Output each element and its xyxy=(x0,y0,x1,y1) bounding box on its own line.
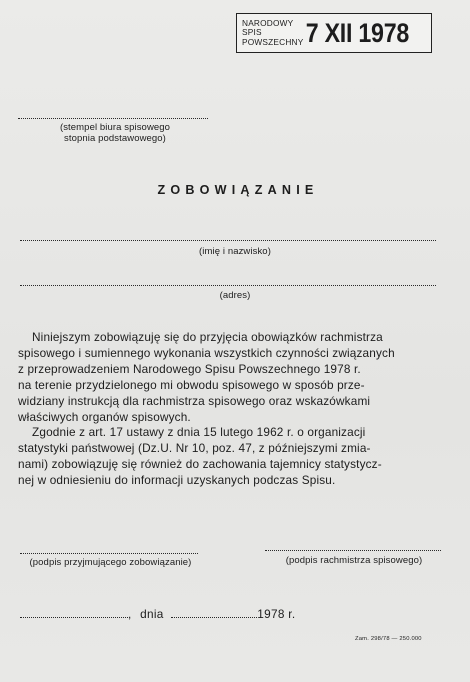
name-field-label: (imię i nazwisko) xyxy=(199,246,271,257)
address-dotted-line xyxy=(20,285,436,286)
signature-left-label: (podpis przyjmującego zobowiązanie) xyxy=(29,557,192,568)
stamp-label-line-1: (stempel biura spisowego xyxy=(59,122,171,133)
stamp-dotted-line xyxy=(18,118,208,119)
paragraph-1-line-2: spisowego i sumiennego wykonania wszystkich czynności związanych xyxy=(18,345,395,360)
date-dotted-field xyxy=(171,608,257,618)
paragraph-confidentiality xyxy=(18,425,442,489)
census-line-2: SPIS xyxy=(242,27,262,38)
print-order-note: Zam. 298/78 — 250.000 xyxy=(355,636,422,642)
paragraph-1-line-1: Niniejszym zobowiązuję się do przyjęcia obowiązków rachmistrza xyxy=(32,330,383,344)
paragraph-2-line-4: nej w odniesieniu do informacji uzyskanych podczas Spisu. xyxy=(18,473,336,488)
paragraph-1-line-4: na terenie przydzielonego mi obwodu spisowego w sposób prze- xyxy=(18,377,365,392)
paragraph-2-line-1: Zgodnie z art. 17 ustawy z dnia 15 lutego 1962 r. o organizacji xyxy=(32,425,366,440)
stamp-label xyxy=(40,122,190,144)
paragraph-2-line-2: statystyki państwowej (Dz.U. Nr 10, poz. 47, z późniejszymi zmia- xyxy=(18,441,371,456)
document-title: ZOBOWIĄZANIE xyxy=(157,183,319,197)
census-header-box xyxy=(236,13,432,53)
place-dotted-field xyxy=(20,608,128,618)
date-year-suffix: 1978 r. xyxy=(257,607,296,621)
paragraph-2-line-3: nami) zobowiązuję się również do zachowania tajemnicy statystycz- xyxy=(18,457,382,472)
paragraph-obligations xyxy=(18,330,442,425)
stamp-label-line-2: stopnia podstawowego) xyxy=(64,133,166,144)
census-line-3: POWSZECHNY xyxy=(242,36,304,47)
signature-right-label: (podpis rachmistrza spisowego) xyxy=(285,555,423,566)
place-separator: , xyxy=(128,607,132,621)
signature-right-dotted-line xyxy=(265,550,441,551)
address-field-label: (adres) xyxy=(219,290,251,301)
census-line-1: NARODOWY xyxy=(242,17,294,28)
paragraph-1-line-6: właściwych organów spisowych. xyxy=(18,409,191,424)
census-name xyxy=(237,19,304,48)
commitment-text xyxy=(18,330,442,489)
signature-left-dotted-line xyxy=(20,553,198,554)
date-day-word: dnia xyxy=(140,607,164,621)
paragraph-1-line-5: widziany instrukcją dla rachmistrza spisowego oraz wskazówkami xyxy=(18,393,371,408)
paragraph-1-line-3: z przeprowadzeniem Narodowego Spisu Powszechnego 1978 r. xyxy=(18,361,361,376)
name-dotted-line xyxy=(20,240,436,241)
census-date: 7 XII 1978 xyxy=(305,17,410,48)
place-date-line xyxy=(20,607,295,621)
